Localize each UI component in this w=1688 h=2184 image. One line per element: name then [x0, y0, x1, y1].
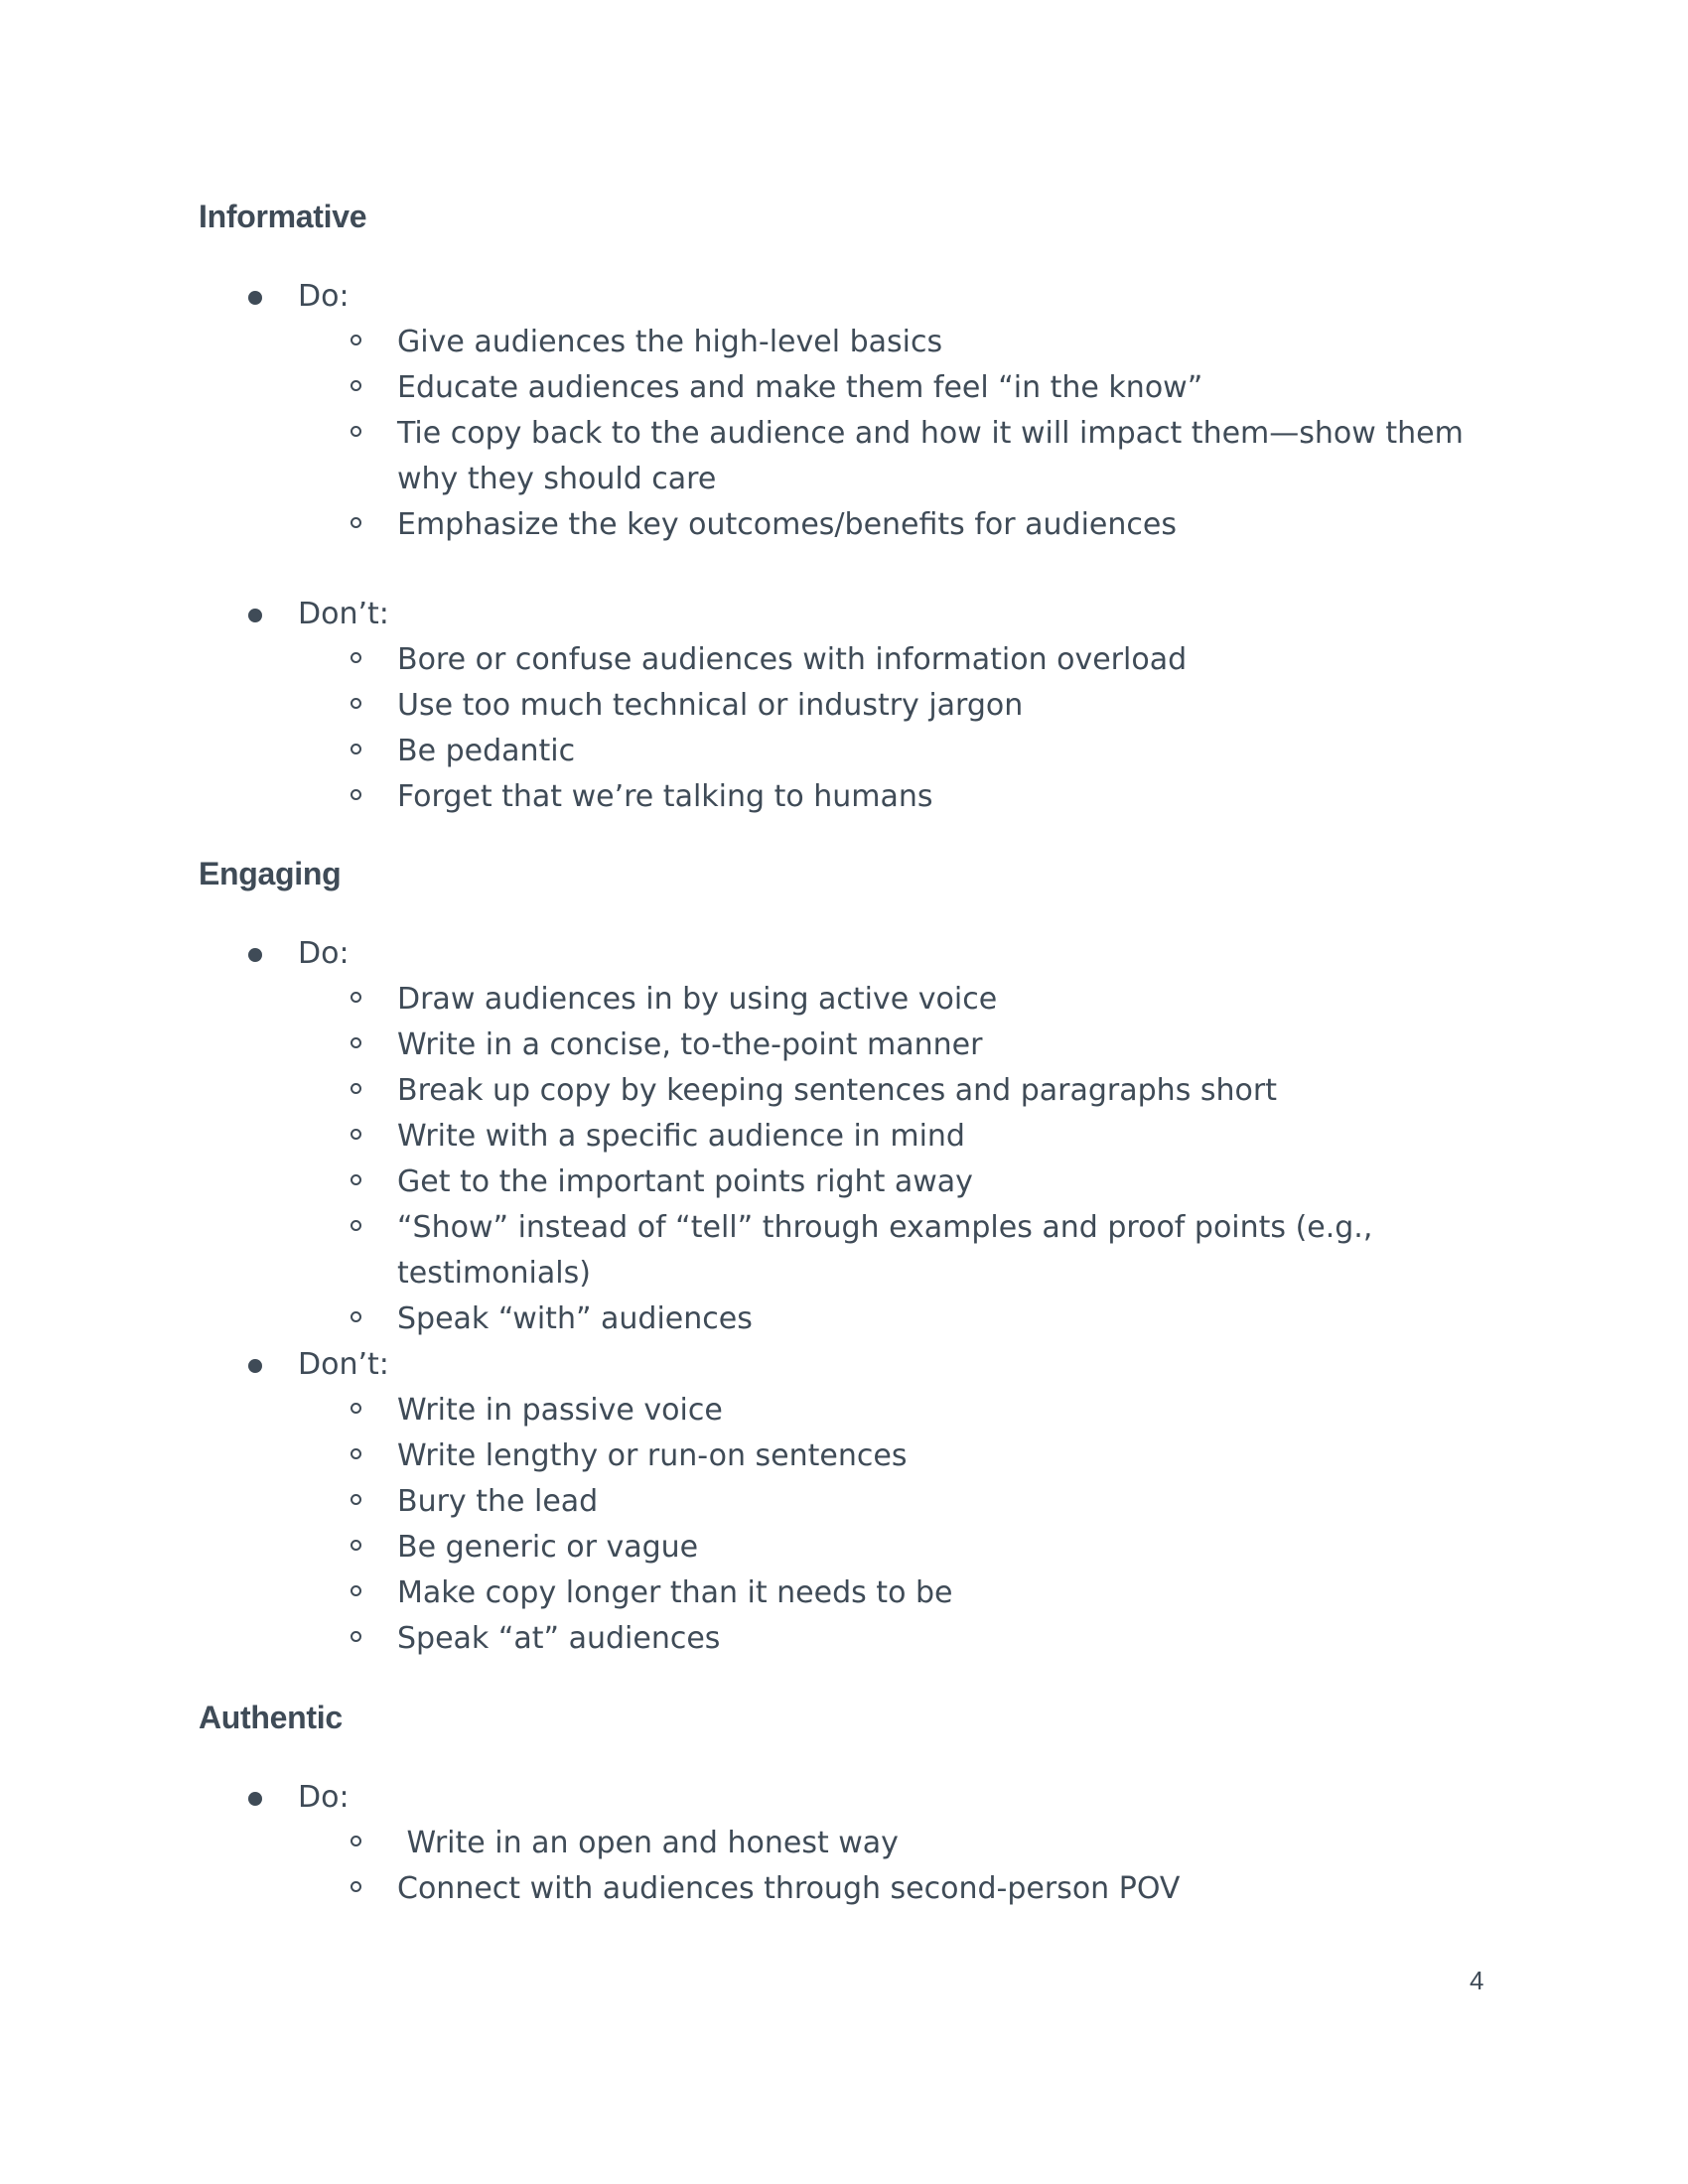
section-heading-engaging: Engaging — [199, 856, 342, 891]
sub-bullet-icon — [351, 1540, 361, 1551]
sub-bullet-icon — [351, 1174, 361, 1185]
list-item: Tie copy back to the audience and how it will impact them—show them — [397, 416, 1464, 451]
list-item: Write in an open and honest way — [397, 1826, 899, 1860]
dont-label: Don’t: — [298, 597, 389, 631]
do-label: Do: — [298, 1780, 350, 1815]
bullet-icon — [248, 1792, 262, 1806]
list-item: Write lengthy or run-on sentences — [397, 1438, 908, 1473]
sub-bullet-icon — [351, 652, 361, 663]
list-item: Connect with audiences through second-person POV — [397, 1871, 1181, 1906]
sub-bullet-icon — [351, 1448, 361, 1459]
list-item: Get to the important points right away — [397, 1164, 973, 1199]
list-item: Speak “at” audiences — [397, 1621, 721, 1656]
sub-bullet-icon — [351, 426, 361, 437]
list-item: Be pedantic — [397, 734, 576, 768]
sub-bullet-icon — [351, 1129, 361, 1140]
sub-bullet-icon — [351, 1494, 361, 1505]
sub-bullet-icon — [351, 1220, 361, 1231]
list-item: Educate audiences and make them feel “in the know” — [397, 370, 1203, 405]
list-item: Write in a concise, to-the-point manner — [397, 1027, 983, 1062]
section-heading-authentic: Authentic — [199, 1700, 343, 1735]
do-label: Do: — [298, 936, 350, 971]
list-item: Give audiences the high-level basics — [397, 325, 943, 359]
bullet-icon — [248, 948, 262, 962]
list-item: Be generic or vague — [397, 1530, 699, 1565]
sub-bullet-icon — [351, 698, 361, 709]
sub-bullet-icon — [351, 1311, 361, 1322]
list-item: Write in passive voice — [397, 1393, 723, 1428]
page-number: 4 — [1470, 1966, 1484, 1995]
bullet-icon — [248, 1359, 262, 1373]
sub-bullet-icon — [351, 1403, 361, 1414]
sub-bullet-icon — [351, 1631, 361, 1642]
list-item-continuation: testimonials) — [397, 1256, 591, 1291]
dont-label: Don’t: — [298, 1347, 389, 1382]
sub-bullet-icon — [351, 1037, 361, 1048]
section-heading-informative: Informative — [199, 199, 367, 234]
bullet-icon — [248, 291, 262, 305]
sub-bullet-icon — [351, 992, 361, 1003]
sub-bullet-icon — [351, 1083, 361, 1094]
list-item: Write with a specific audience in mind — [397, 1119, 965, 1154]
bullet-icon — [248, 609, 262, 622]
list-item-continuation: why they should care — [397, 462, 717, 496]
list-item: Make copy longer than it needs to be — [397, 1575, 953, 1610]
sub-bullet-icon — [351, 744, 361, 754]
sub-bullet-icon — [351, 517, 361, 528]
list-item: “Show” instead of “tell” through examples and proof points (e.g., — [397, 1210, 1373, 1245]
list-item: Speak “with” audiences — [397, 1301, 753, 1336]
do-label: Do: — [298, 279, 350, 314]
sub-bullet-icon — [351, 380, 361, 391]
list-item: Draw audiences in by using active voice — [397, 982, 998, 1017]
sub-bullet-icon — [351, 335, 361, 345]
sub-bullet-icon — [351, 1836, 361, 1846]
sub-bullet-icon — [351, 1585, 361, 1596]
list-item: Break up copy by keeping sentences and paragraphs short — [397, 1073, 1277, 1108]
sub-bullet-icon — [351, 789, 361, 800]
list-item: Bury the lead — [397, 1484, 599, 1519]
list-item: Use too much technical or industry jargon — [397, 688, 1024, 723]
list-item: Emphasize the key outcomes/benefits for audiences — [397, 507, 1177, 542]
list-item: Forget that we’re talking to humans — [397, 779, 933, 814]
list-item: Bore or confuse audiences with information overload — [397, 642, 1188, 677]
sub-bullet-icon — [351, 1881, 361, 1892]
